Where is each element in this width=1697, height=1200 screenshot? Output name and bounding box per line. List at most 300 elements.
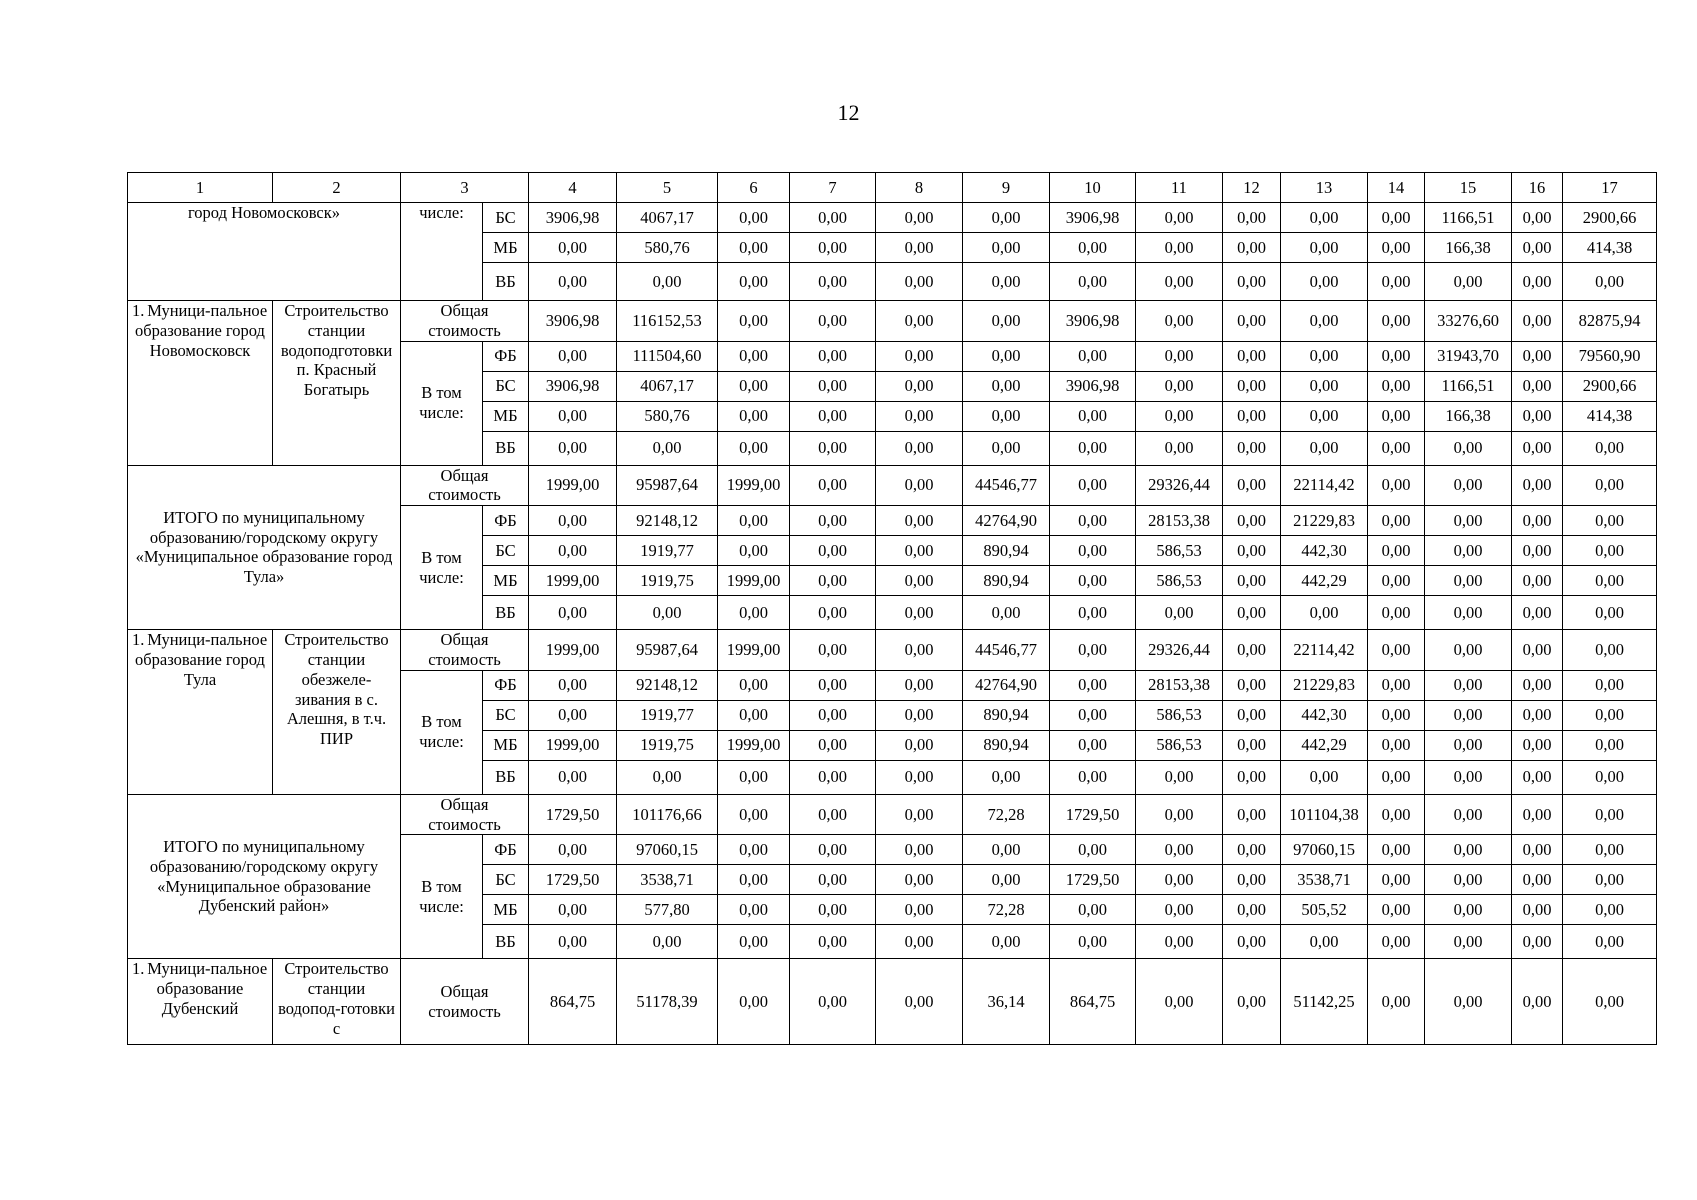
value-cell: 0,00 — [1368, 566, 1425, 596]
total-cost-label: Общая стоимость — [401, 794, 529, 835]
value-cell: 0,00 — [790, 670, 876, 700]
value-cell: 97060,15 — [1281, 835, 1368, 865]
item-number: 1. — [132, 301, 145, 320]
value-cell: 0,00 — [1368, 341, 1425, 371]
value-cell: 0,00 — [1512, 203, 1563, 233]
value-cell: 0,00 — [718, 835, 790, 865]
value-cell: 116152,53 — [617, 301, 718, 342]
column-header: 16 — [1512, 173, 1563, 203]
value-cell: 0,00 — [790, 401, 876, 431]
value-cell: 0,00 — [790, 233, 876, 263]
column-header: 15 — [1425, 173, 1512, 203]
value-cell: 0,00 — [1563, 700, 1657, 730]
value-cell: 36,14 — [963, 959, 1050, 1045]
value-cell: 1999,00 — [718, 465, 790, 506]
value-cell: 0,00 — [1563, 865, 1657, 895]
column-header: 3 — [401, 173, 529, 203]
value-cell: 0,00 — [1050, 401, 1136, 431]
value-cell: 0,00 — [1050, 596, 1136, 630]
value-cell: 0,00 — [1512, 536, 1563, 566]
value-cell: 0,00 — [1050, 700, 1136, 730]
value-cell: 0,00 — [1050, 566, 1136, 596]
value-cell: 0,00 — [1223, 730, 1281, 760]
column-header: 13 — [1281, 173, 1368, 203]
fund-code: БС — [483, 865, 529, 895]
value-cell: 0,00 — [529, 596, 617, 630]
value-cell: 0,00 — [1223, 630, 1281, 671]
fund-code: БС — [483, 371, 529, 401]
fund-code: МБ — [483, 730, 529, 760]
value-cell: 0,00 — [876, 371, 963, 401]
value-cell: 1729,50 — [529, 865, 617, 895]
value-cell: 0,00 — [1223, 233, 1281, 263]
fund-code: ВБ — [483, 431, 529, 465]
value-cell: 0,00 — [1512, 760, 1563, 794]
value-cell: 0,00 — [1425, 700, 1512, 730]
value-cell: 95987,64 — [617, 465, 718, 506]
value-cell: 864,75 — [529, 959, 617, 1045]
value-cell: 0,00 — [1368, 630, 1425, 671]
value-cell: 0,00 — [1368, 263, 1425, 301]
value-cell: 0,00 — [1512, 566, 1563, 596]
value-cell: 0,00 — [1050, 670, 1136, 700]
value-cell: 0,00 — [963, 263, 1050, 301]
value-cell: 0,00 — [1223, 203, 1281, 233]
value-cell: 0,00 — [1425, 835, 1512, 865]
value-cell: 0,00 — [963, 371, 1050, 401]
value-cell: 3906,98 — [529, 203, 617, 233]
fund-code: ФБ — [483, 506, 529, 536]
value-cell: 0,00 — [1281, 203, 1368, 233]
value-cell: 0,00 — [790, 760, 876, 794]
value-cell: 0,00 — [1563, 835, 1657, 865]
table-row — [128, 465, 1657, 506]
value-cell: 890,94 — [963, 730, 1050, 760]
value-cell: 0,00 — [718, 596, 790, 630]
value-cell: 0,00 — [1050, 506, 1136, 536]
value-cell: 0,00 — [1136, 401, 1223, 431]
value-cell: 0,00 — [1512, 865, 1563, 895]
value-cell: 0,00 — [1368, 959, 1425, 1045]
value-cell: 0,00 — [529, 835, 617, 865]
value-cell: 0,00 — [1223, 431, 1281, 465]
value-cell: 0,00 — [1368, 730, 1425, 760]
value-cell: 0,00 — [1136, 865, 1223, 895]
value-cell: 0,00 — [1425, 730, 1512, 760]
value-cell: 0,00 — [876, 233, 963, 263]
value-cell: 0,00 — [1223, 341, 1281, 371]
value-cell: 0,00 — [1136, 371, 1223, 401]
page-number: 12 — [837, 100, 860, 125]
value-cell: 0,00 — [1512, 700, 1563, 730]
item-number: 1. — [132, 959, 145, 979]
value-cell: 1729,50 — [1050, 865, 1136, 895]
value-cell: 0,00 — [718, 959, 790, 1045]
value-cell: 44546,77 — [963, 630, 1050, 671]
value-cell: 586,53 — [1136, 700, 1223, 730]
value-cell: 166,38 — [1425, 401, 1512, 431]
value-cell: 0,00 — [1223, 371, 1281, 401]
value-cell: 0,00 — [1368, 431, 1425, 465]
fund-code: БС — [483, 536, 529, 566]
value-cell: 0,00 — [790, 203, 876, 233]
value-cell: 0,00 — [718, 341, 790, 371]
municipality-cell — [128, 959, 273, 1045]
value-cell: 0,00 — [1368, 670, 1425, 700]
value-cell: 0,00 — [963, 596, 1050, 630]
value-cell: 0,00 — [1425, 760, 1512, 794]
fund-code: БС — [483, 700, 529, 730]
value-cell: 0,00 — [1223, 596, 1281, 630]
value-cell: 0,00 — [790, 465, 876, 506]
value-cell: 0,00 — [1223, 301, 1281, 342]
value-cell: 0,00 — [876, 401, 963, 431]
value-cell: 0,00 — [1563, 895, 1657, 925]
value-cell: 1999,00 — [718, 730, 790, 760]
value-cell: 890,94 — [963, 536, 1050, 566]
value-cell: 0,00 — [1223, 925, 1281, 959]
value-cell: 44546,77 — [963, 465, 1050, 506]
value-cell: 0,00 — [876, 670, 963, 700]
value-cell: 0,00 — [963, 341, 1050, 371]
value-cell: 0,00 — [1223, 670, 1281, 700]
value-cell: 0,00 — [876, 925, 963, 959]
fund-code: ВБ — [483, 596, 529, 630]
value-cell: 864,75 — [1050, 959, 1136, 1045]
value-cell: 0,00 — [529, 895, 617, 925]
column-header: 9 — [963, 173, 1050, 203]
value-cell: 0,00 — [1368, 371, 1425, 401]
in-that-label: В том числе: — [401, 506, 483, 630]
value-cell: 0,00 — [718, 301, 790, 342]
value-cell: 0,00 — [876, 506, 963, 536]
fund-code: ВБ — [483, 263, 529, 301]
value-cell: 0,00 — [617, 596, 718, 630]
value-cell: 0,00 — [963, 401, 1050, 431]
value-cell: 0,00 — [529, 341, 617, 371]
value-cell: 577,80 — [617, 895, 718, 925]
value-cell: 0,00 — [1050, 895, 1136, 925]
value-cell: 0,00 — [1136, 263, 1223, 301]
object-name: Строительство станции водопод-готовки с — [273, 959, 401, 1045]
value-cell: 890,94 — [963, 566, 1050, 596]
value-cell: 0,00 — [1563, 263, 1657, 301]
value-cell: 0,00 — [529, 925, 617, 959]
value-cell: 0,00 — [876, 760, 963, 794]
value-cell: 1999,00 — [529, 730, 617, 760]
value-cell: 0,00 — [876, 566, 963, 596]
value-cell: 0,00 — [1136, 925, 1223, 959]
value-cell: 0,00 — [1136, 431, 1223, 465]
value-cell: 0,00 — [1368, 536, 1425, 566]
value-cell: 0,00 — [617, 925, 718, 959]
in-that-label: В том числе: — [401, 341, 483, 465]
value-cell: 0,00 — [1512, 670, 1563, 700]
municipality-cell — [128, 301, 273, 466]
value-cell: 0,00 — [1368, 233, 1425, 263]
value-cell: 0,00 — [1136, 959, 1223, 1045]
value-cell: 0,00 — [1425, 431, 1512, 465]
value-cell: 0,00 — [1512, 263, 1563, 301]
table-row — [128, 630, 1657, 671]
value-cell: 1999,00 — [529, 465, 617, 506]
value-cell: 0,00 — [1223, 536, 1281, 566]
value-cell: 0,00 — [1425, 506, 1512, 536]
value-cell: 0,00 — [718, 233, 790, 263]
value-cell: 0,00 — [1425, 630, 1512, 671]
value-cell: 0,00 — [876, 959, 963, 1045]
value-cell: 1919,77 — [617, 700, 718, 730]
value-cell: 3906,98 — [529, 371, 617, 401]
value-cell: 0,00 — [876, 596, 963, 630]
value-cell: 0,00 — [1368, 596, 1425, 630]
column-header: 7 — [790, 173, 876, 203]
value-cell: 1729,50 — [529, 794, 617, 835]
value-cell: 0,00 — [1223, 700, 1281, 730]
value-cell: 72,28 — [963, 895, 1050, 925]
fund-code: ФБ — [483, 341, 529, 371]
itogo-title: ИТОГО по муниципальному образованию/городскому округу «Муниципальное образование Дубенский район» — [128, 794, 401, 959]
value-cell: 0,00 — [1512, 794, 1563, 835]
value-cell: 0,00 — [1136, 794, 1223, 835]
value-cell: 0,00 — [1512, 401, 1563, 431]
value-cell: 0,00 — [790, 596, 876, 630]
column-header: 5 — [617, 173, 718, 203]
value-cell: 3906,98 — [529, 301, 617, 342]
value-cell: 580,76 — [617, 401, 718, 431]
value-cell: 442,29 — [1281, 730, 1368, 760]
value-cell: 0,00 — [1563, 670, 1657, 700]
value-cell: 0,00 — [790, 371, 876, 401]
value-cell: 0,00 — [963, 431, 1050, 465]
value-cell: 0,00 — [718, 371, 790, 401]
value-cell: 0,00 — [1368, 895, 1425, 925]
value-cell: 0,00 — [1368, 794, 1425, 835]
value-cell: 0,00 — [1223, 794, 1281, 835]
value-cell: 0,00 — [1425, 794, 1512, 835]
value-cell: 0,00 — [1050, 233, 1136, 263]
value-cell: 0,00 — [1368, 865, 1425, 895]
value-cell: 0,00 — [617, 760, 718, 794]
value-cell: 21229,83 — [1281, 506, 1368, 536]
value-cell: 1919,75 — [617, 566, 718, 596]
value-cell: 0,00 — [718, 700, 790, 730]
municipality-cell — [128, 630, 273, 795]
value-cell: 3906,98 — [1050, 371, 1136, 401]
value-cell: 0,00 — [876, 730, 963, 760]
value-cell: 0,00 — [790, 895, 876, 925]
value-cell: 42764,90 — [963, 670, 1050, 700]
value-cell: 0,00 — [529, 263, 617, 301]
value-cell: 0,00 — [1368, 835, 1425, 865]
value-cell: 0,00 — [1368, 301, 1425, 342]
value-cell: 0,00 — [1563, 794, 1657, 835]
value-cell: 0,00 — [1368, 203, 1425, 233]
municipality-name: Муници-пальное образование Дубенский — [147, 959, 268, 1018]
value-cell: 0,00 — [790, 700, 876, 730]
value-cell: 0,00 — [1281, 341, 1368, 371]
value-cell: 0,00 — [1050, 730, 1136, 760]
value-cell: 0,00 — [963, 760, 1050, 794]
value-cell: 0,00 — [790, 263, 876, 301]
value-cell: 0,00 — [790, 341, 876, 371]
value-cell: 0,00 — [1368, 700, 1425, 730]
fund-code: МБ — [483, 566, 529, 596]
value-cell: 586,53 — [1136, 566, 1223, 596]
value-cell: 0,00 — [876, 630, 963, 671]
column-header: 10 — [1050, 173, 1136, 203]
value-cell: 0,00 — [529, 700, 617, 730]
value-cell: 0,00 — [1563, 566, 1657, 596]
value-cell: 42764,90 — [963, 506, 1050, 536]
value-cell: 0,00 — [1512, 730, 1563, 760]
value-cell: 0,00 — [1425, 536, 1512, 566]
value-cell: 0,00 — [790, 630, 876, 671]
value-cell: 82875,94 — [1563, 301, 1657, 342]
value-cell: 51178,39 — [617, 959, 718, 1045]
value-cell: 0,00 — [1563, 596, 1657, 630]
value-cell: 890,94 — [963, 700, 1050, 730]
value-cell: 0,00 — [1223, 959, 1281, 1045]
value-cell: 0,00 — [1368, 401, 1425, 431]
value-cell: 0,00 — [617, 431, 718, 465]
itogo-title: ИТОГО по муниципальному образованию/городскому округу «Муниципальное образование город Тула» — [128, 465, 401, 630]
value-cell: 0,00 — [876, 895, 963, 925]
value-cell: 3538,71 — [617, 865, 718, 895]
value-cell: 0,00 — [1223, 865, 1281, 895]
value-cell: 0,00 — [1368, 925, 1425, 959]
value-cell: 0,00 — [1563, 760, 1657, 794]
value-cell: 0,00 — [876, 203, 963, 233]
value-cell: 0,00 — [1563, 959, 1657, 1045]
value-cell: 0,00 — [1223, 506, 1281, 536]
value-cell: 0,00 — [963, 301, 1050, 342]
value-cell: 0,00 — [1512, 895, 1563, 925]
value-cell: 0,00 — [1512, 835, 1563, 865]
value-cell: 0,00 — [876, 263, 963, 301]
value-cell: 0,00 — [963, 835, 1050, 865]
value-cell: 0,00 — [1368, 465, 1425, 506]
value-cell: 1999,00 — [718, 630, 790, 671]
value-cell: 0,00 — [1563, 536, 1657, 566]
value-cell: 0,00 — [718, 925, 790, 959]
value-cell: 0,00 — [718, 760, 790, 794]
value-cell: 0,00 — [1281, 233, 1368, 263]
value-cell: 0,00 — [1050, 760, 1136, 794]
value-cell: 28153,38 — [1136, 506, 1223, 536]
value-cell: 22114,42 — [1281, 465, 1368, 506]
value-cell: 51142,25 — [1281, 959, 1368, 1045]
fund-code: ВБ — [483, 760, 529, 794]
value-cell: 0,00 — [1512, 630, 1563, 671]
value-cell: 111504,60 — [617, 341, 718, 371]
column-header: 2 — [273, 173, 401, 203]
value-cell: 0,00 — [718, 670, 790, 700]
table-row — [128, 794, 1657, 835]
value-cell: 101104,38 — [1281, 794, 1368, 835]
total-cost-label: Общая стоимость — [401, 301, 529, 342]
value-cell: 414,38 — [1563, 401, 1657, 431]
value-cell: 0,00 — [1136, 301, 1223, 342]
value-cell: 0,00 — [1136, 835, 1223, 865]
value-cell: 0,00 — [1050, 925, 1136, 959]
value-cell: 0,00 — [1136, 233, 1223, 263]
value-cell: 0,00 — [1281, 760, 1368, 794]
value-cell: 0,00 — [1512, 959, 1563, 1045]
value-cell: 1729,50 — [1050, 794, 1136, 835]
value-cell: 0,00 — [1425, 596, 1512, 630]
value-cell: 0,00 — [1563, 506, 1657, 536]
value-cell: 0,00 — [1512, 431, 1563, 465]
value-cell: 0,00 — [1563, 925, 1657, 959]
value-cell: 92148,12 — [617, 670, 718, 700]
value-cell: 0,00 — [1512, 506, 1563, 536]
municipality-name: Муници-пальное образование город Новомосковск — [135, 301, 268, 360]
value-cell: 0,00 — [1050, 835, 1136, 865]
value-cell: 0,00 — [1050, 431, 1136, 465]
value-cell: 0,00 — [529, 536, 617, 566]
value-cell: 0,00 — [1563, 431, 1657, 465]
value-cell: 0,00 — [1563, 630, 1657, 671]
in-that-label: В том числе: — [401, 835, 483, 959]
value-cell: 0,00 — [1425, 670, 1512, 700]
column-header: 12 — [1223, 173, 1281, 203]
object-name: Строительство станции водоподготовки п. Красный Богатырь — [273, 301, 401, 466]
value-cell: 0,00 — [1512, 465, 1563, 506]
fund-code: МБ — [483, 401, 529, 431]
value-cell: 0,00 — [1368, 760, 1425, 794]
value-cell: 0,00 — [1136, 596, 1223, 630]
value-cell: 0,00 — [1050, 536, 1136, 566]
value-cell: 0,00 — [718, 431, 790, 465]
value-cell: 0,00 — [718, 865, 790, 895]
municipality-name: Муници-пальное образование город Тула — [135, 630, 268, 689]
table-row — [128, 203, 1657, 233]
value-cell: 3906,98 — [1050, 301, 1136, 342]
value-cell: 0,00 — [790, 301, 876, 342]
value-cell: 0,00 — [529, 506, 617, 536]
fund-code: ВБ — [483, 925, 529, 959]
value-cell: 1166,51 — [1425, 371, 1512, 401]
value-cell: 29326,44 — [1136, 465, 1223, 506]
value-cell: 0,00 — [1425, 925, 1512, 959]
value-cell: 0,00 — [718, 536, 790, 566]
value-cell: 22114,42 — [1281, 630, 1368, 671]
budget-table — [127, 172, 1657, 1045]
value-cell: 0,00 — [1425, 465, 1512, 506]
value-cell: 0,00 — [1563, 730, 1657, 760]
header-row — [128, 173, 1657, 203]
value-cell: 166,38 — [1425, 233, 1512, 263]
section-title: город Новомосковск» — [128, 203, 401, 301]
column-header: 17 — [1563, 173, 1657, 203]
fund-code: МБ — [483, 233, 529, 263]
total-cost-label: Общая стоимость — [401, 959, 529, 1045]
value-cell: 33276,60 — [1425, 301, 1512, 342]
value-cell: 0,00 — [1512, 233, 1563, 263]
value-cell: 0,00 — [1512, 925, 1563, 959]
value-cell: 0,00 — [963, 865, 1050, 895]
value-cell: 3906,98 — [1050, 203, 1136, 233]
value-cell: 0,00 — [1223, 760, 1281, 794]
value-cell: 4067,17 — [617, 371, 718, 401]
value-cell: 92148,12 — [617, 506, 718, 536]
in-that-label: В том числе: — [401, 670, 483, 794]
value-cell: 0,00 — [963, 203, 1050, 233]
object-name: Строительство станции обезжеле-зивания в с. Алешня, в т.ч. ПИР — [273, 630, 401, 795]
value-cell: 505,52 — [1281, 895, 1368, 925]
value-cell: 0,00 — [790, 835, 876, 865]
